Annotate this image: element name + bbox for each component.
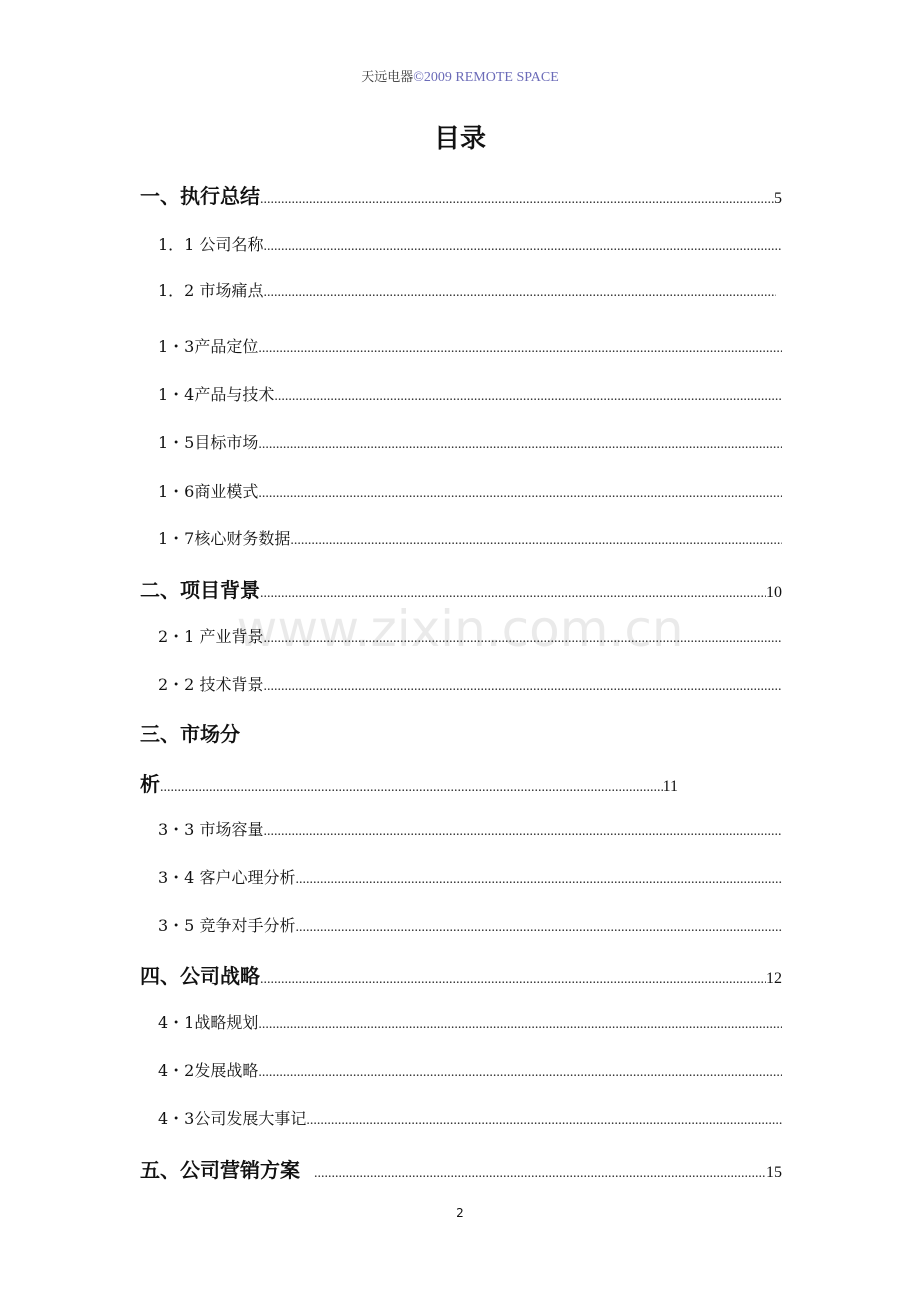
toc-label: 3・5 竞争对手分析 <box>158 916 296 935</box>
toc-leader <box>295 920 782 936</box>
toc-label: 1・6商业模式 <box>158 482 259 501</box>
toc-label: 4・3公司发展大事记 <box>158 1109 307 1128</box>
toc-leader <box>263 239 782 255</box>
toc-page: 15 <box>766 1164 782 1181</box>
toc-leader <box>258 341 782 357</box>
toc-entry[interactable] <box>140 960 782 989</box>
toc-leader <box>258 486 782 502</box>
toc-page: 11 <box>662 778 678 795</box>
toc-entry[interactable] <box>158 865 782 888</box>
toc-entry[interactable] <box>158 1106 782 1129</box>
toc-leader <box>258 1065 782 1081</box>
toc-label: 五、公司营销方案 <box>140 1158 300 1182</box>
toc-entry[interactable] <box>158 817 782 840</box>
toc-label: 2・2 技术背景 <box>158 675 264 694</box>
toc-page: 10 <box>766 584 782 601</box>
toc-label: 一、执行总结 <box>140 184 260 208</box>
header-brand: 天远电器 <box>361 70 414 85</box>
toc-page: 5 <box>774 190 782 207</box>
toc-label: 2・1 产业背景 <box>158 627 264 646</box>
toc-entry[interactable] <box>158 672 782 695</box>
toc-entry[interactable] <box>158 334 782 357</box>
page-title: 目录 <box>433 124 486 154</box>
toc-leader <box>160 780 663 796</box>
toc-label: 3・3 市场容量 <box>158 820 264 839</box>
toc-label: 3・4 客户心理分析 <box>158 868 296 887</box>
toc-label: 1・5目标市场 <box>158 433 259 452</box>
toc-leader <box>258 437 782 453</box>
toc-label: 1．2 市场痛点 <box>158 281 264 300</box>
toc-leader <box>258 1017 782 1033</box>
page-header <box>0 66 920 86</box>
toc-leader <box>260 192 774 208</box>
toc-entry[interactable] <box>140 718 340 747</box>
toc-label: 1．1 公司名称 <box>158 235 264 254</box>
toc-entry[interactable] <box>158 913 782 936</box>
toc-label: 4・2发展战略 <box>158 1061 259 1080</box>
toc-entry[interactable] <box>158 430 782 453</box>
toc-leader <box>260 586 766 602</box>
toc-label: 1・4产品与技术 <box>158 385 275 404</box>
toc-leader <box>260 972 766 988</box>
toc-label: 析 <box>140 772 160 796</box>
toc-label: 四、公司战略 <box>140 964 260 988</box>
toc-label: 1・7核心财务数据 <box>158 529 291 548</box>
toc-entry[interactable] <box>158 624 782 647</box>
toc-leader <box>290 533 782 549</box>
toc-label: 二、项目背景 <box>140 578 260 602</box>
toc-entry[interactable] <box>140 768 678 797</box>
page-number: 2 <box>456 1206 464 1220</box>
header-copyright: ©2009 REMOTE SPACE <box>413 70 559 85</box>
toc-leader <box>263 631 782 647</box>
toc-leader <box>263 285 776 301</box>
toc-leader <box>274 389 782 405</box>
toc-page: 12 <box>766 970 782 987</box>
toc-leader <box>295 872 782 888</box>
toc-leader <box>314 1166 766 1182</box>
toc-label: 1・3产品定位 <box>158 337 259 356</box>
toc-entry[interactable] <box>158 232 782 255</box>
toc-entry[interactable] <box>158 479 782 502</box>
watermark: www.zixin.com.cn <box>236 600 684 658</box>
toc-leader <box>263 679 782 695</box>
toc-entry[interactable] <box>140 1154 782 1183</box>
toc-entry[interactable] <box>140 574 782 603</box>
toc-entry[interactable] <box>140 180 782 209</box>
toc-label: 三、市场分 <box>140 722 240 746</box>
toc-label: 4・1战略规划 <box>158 1013 259 1032</box>
toc-entry[interactable] <box>158 526 782 549</box>
toc-entry[interactable] <box>158 1010 782 1033</box>
toc-leader <box>263 824 782 840</box>
toc-leader <box>306 1113 782 1129</box>
toc-entry[interactable] <box>158 278 776 301</box>
toc-entry[interactable] <box>158 382 782 405</box>
toc-entry[interactable] <box>158 1058 782 1081</box>
